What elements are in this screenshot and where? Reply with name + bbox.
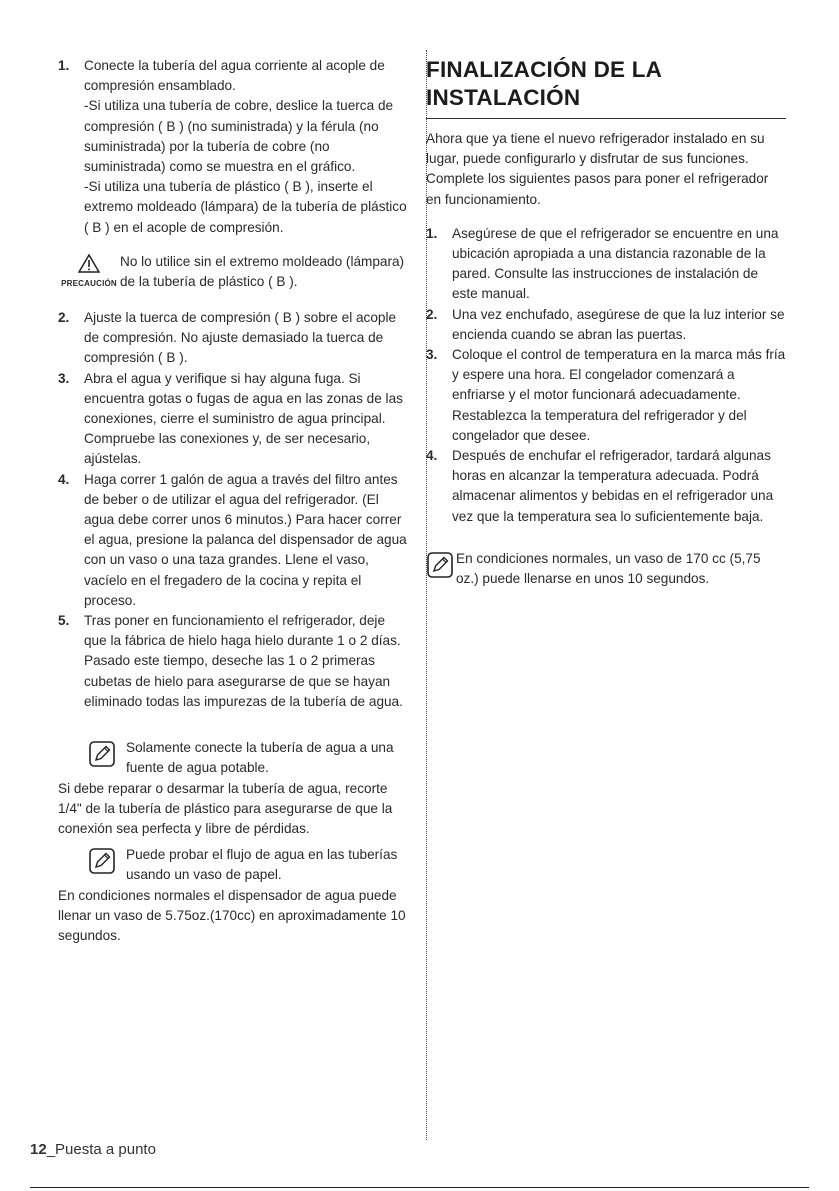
step-text: Después de enchufar el refrigerador, tardará algunas horas en alcanzar la temperatura adecuada. Podrá almacenar alimentos y bebidas en el refrigerador una vez que la temperatura sea lo suficientemente baja. — [452, 448, 774, 524]
step-4 — [58, 470, 408, 611]
note-paper-cup — [58, 845, 408, 946]
note-cup-fill-time — [426, 549, 786, 589]
page-number: 12 — [30, 1141, 47, 1158]
step-2 — [426, 305, 786, 345]
step-text: Coloque el control de temperatura en la marca más fría y espere una hora. El congelador comenzará a enfriarse y el motor funcionará adecuadamente. Restablezca la temperatura del refrigerador y del congelador que desee. — [452, 347, 786, 443]
step-number: 2. — [58, 310, 70, 326]
step-number: 4. — [426, 448, 438, 464]
right-column — [426, 56, 786, 589]
caution-notice — [58, 252, 408, 294]
left-column — [58, 56, 408, 946]
intro-paragraph: Ahora que ya tiene el nuevo refrigerador instalado en su lugar, puede configurarlo y disfrutar de sus funciones. — [426, 131, 765, 167]
note-body: En condiciones normales el dispensador de agua puede llenar un vaso de 5.75oz.(170cc) en aproximadamente 10 segundos. — [58, 887, 406, 943]
step-text: Conecte la tubería del agua corriente al acople de compresión ensamblado. — [84, 58, 385, 94]
note-pencil-icon — [88, 740, 116, 768]
step-text: Tras poner en funcionamiento el refrigerador, deje que la fábrica de hielo haga hielo durante 1 o 2 días. Pasado este tiempo, deseche las 1 o 2 primeras cubetas de hielo para asegurarse de que se hayan eliminado todas las impurezas de la tubería de agua. — [84, 613, 403, 709]
caution-label: PRECAUCIÓN — [61, 278, 117, 288]
step-4 — [426, 446, 786, 527]
note-pencil-icon — [426, 551, 454, 579]
page-footer — [30, 1141, 156, 1158]
step-text: Ajuste la tuerca de compresión ( B ) sobre el acople de compresión. No ajuste demasiado la tuerca de compresión ( B ). — [84, 310, 397, 366]
step-number: 1. — [58, 58, 70, 73]
note-body: Si debe reparar o desarmar la tubería de agua, recorte 1/4" de la tubería de plástico para asegurarse de que la conexión sea perfecta y libre de pérdidas. — [58, 780, 393, 836]
left-steps — [58, 56, 408, 238]
note-potable-water — [58, 738, 408, 839]
step-3 — [58, 369, 408, 470]
step-number: 5. — [58, 613, 70, 629]
note-pencil-icon — [88, 847, 116, 875]
step-number: 1. — [426, 225, 438, 241]
step-5 — [58, 611, 408, 712]
step-text: Una vez enchufado, asegúrese de que la luz interior se encienda cuando se abran las puertas. — [452, 306, 785, 342]
step-number: 2. — [426, 306, 438, 322]
step-number: 4. — [58, 471, 70, 487]
step-3 — [426, 345, 786, 446]
note-heading: Solamente conecte la tubería de agua a una fuente de agua potable. — [126, 740, 394, 776]
bottom-rule — [30, 1187, 809, 1188]
note-heading: Puede probar el flujo de agua en las tuberías usando un vaso de papel. — [126, 847, 398, 883]
caution-text: No lo utilice sin el extremo moldeado (lámpara) de la tubería de plástico ( B ). — [120, 253, 405, 290]
left-steps-continued — [58, 308, 408, 712]
step-subitem-plastic: -Si utiliza una tubería de plástico ( B ), inserte el extremo moldeado (lámpara) de la tubería de plástico ( B ) en el acople de compresión. — [84, 179, 407, 235]
right-steps — [426, 224, 786, 527]
step-text: Abra el agua y verifique si hay alguna fuga. Si encuentra gotas o fugas de agua en las zonas de las conexiones, cierre el suministro de agua principal. Compruebe las conexiones y, de ser necesario, ajústelas. — [84, 370, 403, 467]
step-number: 3. — [426, 347, 438, 363]
step-text: Asegúrese de que el refrigerador se encuentre en una ubicación apropiada a una distancia razonable de la pared. Consulte las instrucciones de instalación de este manual. — [452, 225, 779, 302]
note-text: En condiciones normales, un vaso de 170 cc (5,75 oz.) puede llenarse en unos 10 segundos. — [456, 550, 761, 587]
section-title: FINALIZACIÓN DE LA INSTALACIÓN — [426, 56, 786, 119]
warning-triangle-icon — [78, 254, 100, 273]
step-1 — [58, 56, 408, 238]
caution-mark — [58, 252, 120, 294]
step-2 — [58, 308, 408, 369]
footer-label: _Puesta a punto — [46, 1141, 156, 1158]
step-number: 3. — [58, 370, 70, 386]
step-subitem-copper: -Si utiliza una tubería de cobre, deslice la tuerca de compresión ( B ) (no suministrada) y la férula (no suministrada) por la tubería de cobre (no suministrada) como se muestra en el gráfico. — [84, 98, 394, 175]
step-1 — [426, 224, 786, 305]
intro-paragraph: Complete los siguientes pasos para poner el refrigerador en funcionamiento. — [426, 171, 769, 207]
step-text: Haga correr 1 galón de agua a través del filtro antes de beber o de utilizar el agua del refrigerador. (El agua debe correr unos 6 minutos.) Para hacer correr el agua, presione la palanca del dispensador de agua con un vaso o una taza grandes. Llene el vaso, vacíelo en el fregadero de la cocina y repita el proceso. — [84, 471, 407, 608]
